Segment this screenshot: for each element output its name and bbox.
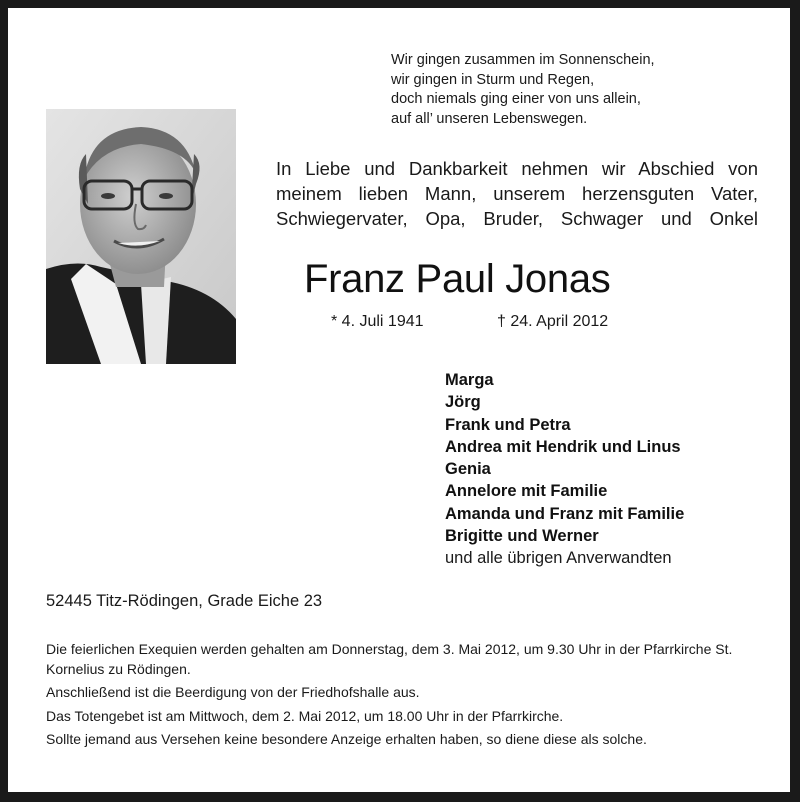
mourner: Andrea mit Hendrik und Linus (445, 437, 681, 456)
address: 52445 Titz-Rödingen, Grade Eiche 23 (46, 592, 323, 610)
service-info (46, 640, 758, 754)
mourner: Frank und Petra (445, 415, 571, 434)
info-paragraph: Das Totengebet ist am Mittwoch, dem 2. Mai 2012, um 18.00 Uhr in der Pfarrkirche. (46, 707, 564, 724)
intro-text (276, 156, 758, 231)
info-paragraph: Sollte jemand aus Versehen keine besondere Anzeige erhalten haben, so diene diese als solche. (46, 731, 647, 747)
poem-line: auf all’ unseren Lebenswegen. (391, 110, 588, 127)
poem-line: wir gingen in Sturm und Regen, (391, 71, 595, 88)
mourner: Amanda und Franz mit Familie (445, 504, 685, 523)
obituary-notice (8, 8, 790, 792)
mourners-list (445, 369, 684, 570)
death-date: † 24. April 2012 (497, 313, 609, 330)
intro-line: In Liebe und Dankbarkeit nehmen wir Abschied von (276, 158, 758, 179)
poem (391, 51, 655, 129)
mourner: Marga (445, 371, 494, 389)
mourner: Brigitte und Werner (445, 527, 599, 546)
intro-line: Schwiegervater, Opa, Bruder, Schwager und Onkel (276, 208, 758, 229)
intro-line: meinem lieben Mann, unserem herzensguten Vater, (276, 183, 758, 204)
mourner: Annelore mit Familie (445, 482, 608, 501)
mourner: Jörg (445, 393, 481, 412)
birth-date: * 4. Juli 1941 (331, 313, 424, 330)
info-paragraph: Die feierlichen Exequien werden gehalten am Donnerstag, dem 3. Mai 2012, um 9.30 Uhr in der Pfarrkirche St. Kornelius zu Rödingen. (46, 641, 733, 677)
poem-line: doch niemals ging einer von uns allein, (391, 91, 641, 107)
poem-line: Wir gingen zusammen im Sonnenschein, (391, 52, 655, 68)
mourner: Genia (445, 460, 491, 479)
mourners-rest: und alle übrigen Anverwandten (445, 549, 672, 568)
portrait-photo (46, 109, 236, 364)
deceased-name: Franz Paul Jonas (304, 257, 611, 301)
info-paragraph: Anschließend ist die Beerdigung von der Friedhofshalle aus. (46, 684, 420, 700)
